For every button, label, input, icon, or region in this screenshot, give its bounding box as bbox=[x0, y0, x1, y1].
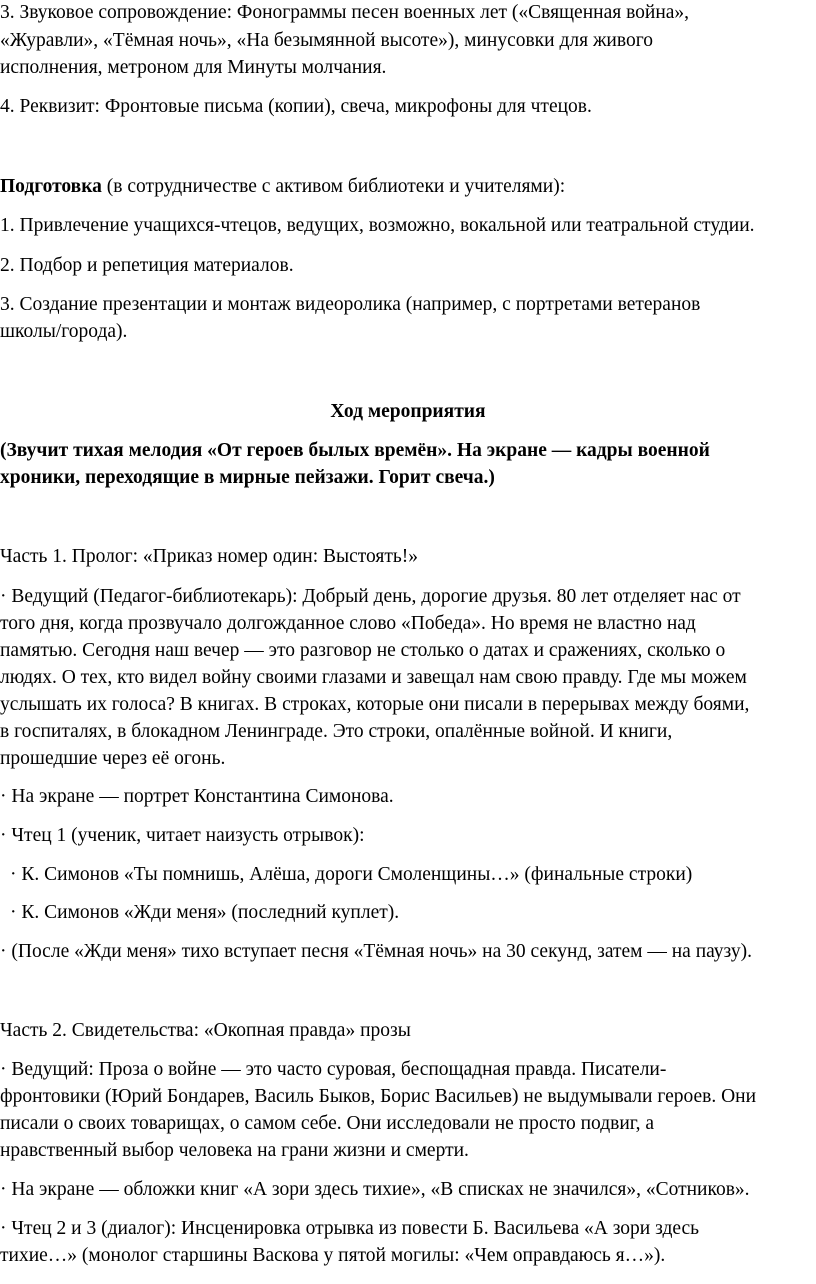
stage-direction-line-1: (Звучит тихая мелодия «От героев былых времён». На экране — кадры военной bbox=[0, 440, 710, 461]
part-1-poem-1: · К. Симонов «Ты помнишь, Алёша, дороги Смоленщины…» (финальные строки) bbox=[10, 864, 693, 885]
equipment-item-3-line-3: исполнения, метроном для Минуты молчания. bbox=[0, 57, 387, 78]
preparation-item-2: 2. Подбор и репетиция материалов. bbox=[0, 255, 294, 276]
part-1-host-line-7: прошедшие через её огонь. bbox=[0, 748, 226, 769]
equipment-item-3-line-2: «Журавли», «Тёмная ночь», «На безымянной высоте»), минусовки для живого bbox=[0, 30, 653, 51]
preparation-heading-bold: Подготовка bbox=[0, 176, 102, 197]
part-2-readers-line-1: · Чтец 2 и 3 (диалог): Инсценировка отрывка из повести Б. Васильева «А зори здесь bbox=[0, 1218, 700, 1239]
equipment-item-3-line-1: 3. Звуковое сопровождение: Фонограммы песен военных лет («Священная война», bbox=[0, 2, 690, 23]
part-1-host-line-5: услышать их голоса? В книгах. В строках, которые они писали в перерывах между боями, bbox=[0, 694, 750, 715]
part-2-host-line-3: писали о своих товарищах, о самом себе. Они исследовали не просто подвиг, а bbox=[0, 1113, 655, 1134]
part-1-host-line-6: в госпиталях, в блокадном Ленинграде. Это строки, опалённые войной. И книги, bbox=[0, 721, 673, 742]
part-2-readers-line-2: тихие…» (монолог старшины Васкова у пятой могилы: «Чем оправдаюсь я…»). bbox=[0, 1245, 666, 1266]
preparation-item-3-line-1: 3. Создание презентации и монтаж видеоролика (например, с портретами ветеранов bbox=[0, 294, 701, 315]
part-1-title: Часть 1. Пролог: «Приказ номер один: Выстоять!» bbox=[0, 546, 419, 567]
preparation-heading bbox=[0, 173, 565, 200]
part-1-host-line-2: того дня, когда прозвучало долгожданное слово «Победа». Но время не властно над bbox=[0, 613, 696, 634]
part-1-host-line-3: памятью. Сегодня наш вечер — это разговор не столько о датах и сражениях, сколько о bbox=[0, 640, 726, 661]
part-2-host-line-1: · Ведущий: Проза о войне — это часто суровая, беспощадная правда. Писатели- bbox=[0, 1059, 667, 1080]
part-1-reader-1: · Чтец 1 (ученик, читает наизусть отрывок): bbox=[0, 825, 365, 846]
event-title: Ход мероприятия bbox=[330, 401, 486, 422]
part-2-title: Часть 2. Свидетельства: «Окопная правда» прозы bbox=[0, 1020, 411, 1041]
preparation-heading-rest: (в сотрудничестве с активом библиотеки и учителями): bbox=[101, 176, 566, 197]
part-2-screen: · На экране — обложки книг «А зори здесь тихие», «В списках не значился», «Сотников». bbox=[0, 1179, 750, 1200]
preparation-item-3-line-2: школы/города). bbox=[0, 321, 128, 342]
part-1-host-line-1: · Ведущий (Педагог-библиотекарь): Добрый день, дорогие друзья. 80 лет отделяет нас от bbox=[0, 586, 741, 607]
part-1-host-line-4: людях. О тех, кто видел войну своими глазами и завещал нам свою правду. Где мы можем bbox=[0, 667, 747, 688]
part-2-host-line-4: нравственный выбор человека на грани жизни и смерти. bbox=[0, 1140, 469, 1161]
part-1-poem-2: · К. Симонов «Жди меня» (последний куплет). bbox=[10, 902, 400, 923]
stage-direction-line-2: хроники, переходящие в мирные пейзажи. Горит свеча.) bbox=[0, 467, 495, 488]
preparation-item-1: 1. Привлечение учащихся-чтецов, ведущих, возможно, вокальной или театральной студии. bbox=[0, 215, 755, 236]
equipment-item-4: 4. Реквизит: Фронтовые письма (копии), свеча, микрофоны для чтецов. bbox=[0, 96, 592, 117]
part-1-screen: · На экране — портрет Константина Симонова. bbox=[0, 786, 394, 807]
part-2-host-line-2: фронтовики (Юрий Бондарев, Василь Быков, Борис Васильев) не выдумывали героев. Они bbox=[0, 1086, 757, 1107]
part-1-after: · (После «Жди меня» тихо вступает песня «Тёмная ночь» на 30 секунд, затем — на паузу). bbox=[0, 941, 752, 962]
